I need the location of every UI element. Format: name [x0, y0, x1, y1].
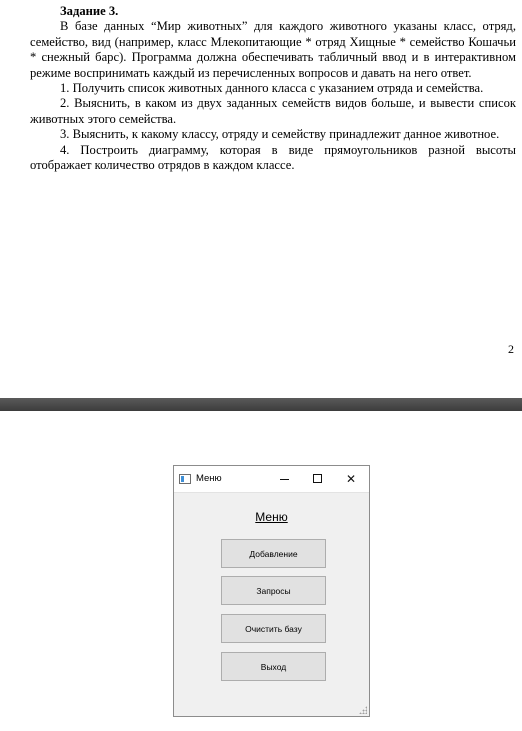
task-item-1: 1. Получить список животных данного класса с указанием отряда и семейства. — [60, 81, 484, 96]
title-bar[interactable] — [174, 466, 369, 493]
menu-window — [173, 465, 370, 717]
add-button[interactable]: Добавление — [221, 539, 326, 568]
task-description: В базе данных “Мир животных” для каждого животного указаны класс, отряд, семейство, вид (например, класс Млекопитающие * отряд Хищные * семейство Кошачьи * снежный барс). Программа должна обеспечивать табличный ввод и в интерактивном режиме воспринимать каждый из перечисленных вопросов и давать на него ответ. — [30, 19, 516, 80]
page-separator — [0, 398, 522, 411]
app-icon — [179, 474, 191, 484]
task-item-2: 2. Выяснить, в каком из двух заданных семейств видов больше, и вывести список животных этого семейства. — [30, 96, 516, 126]
document-page — [30, 4, 516, 173]
resize-grip[interactable] — [359, 706, 367, 714]
exit-button[interactable]: Выход — [221, 652, 326, 681]
clear-database-button[interactable]: Очистить базу — [221, 614, 326, 643]
maximize-button[interactable] — [303, 466, 333, 492]
close-icon: ✕ — [345, 472, 357, 486]
maximize-icon — [313, 474, 322, 483]
page-number: 2 — [508, 342, 514, 356]
task-title: Задание 3. — [60, 4, 119, 18]
queries-button[interactable]: Запросы — [221, 576, 326, 605]
task-item-4: 4. Построить диаграмму, которая в виде прямоугольников разной высоты отображает количество отрядов в каждом классе. — [30, 142, 516, 173]
menu-heading: Меню — [255, 510, 288, 524]
task-item-3: 3. Выяснить, к какому классу, отряду и семейству принадлежит данное животное. — [60, 127, 500, 142]
minimize-button[interactable] — [270, 466, 300, 492]
minimize-icon — [280, 479, 289, 480]
window-title: Меню — [196, 473, 222, 484]
close-button[interactable] — [336, 466, 366, 492]
